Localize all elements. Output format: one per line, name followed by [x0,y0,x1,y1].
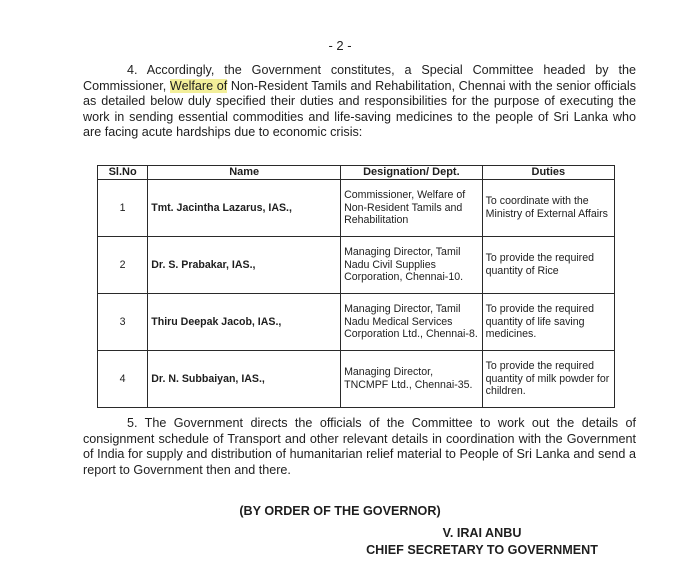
committee-table [97,165,615,408]
header-duties: Duties [482,166,614,180]
paragraph-5 [83,416,636,478]
table-row [98,294,615,351]
cell-duties: To provide the required quantity of life saving medicines. [482,294,614,351]
cell-designation: Commissioner, Welfare of Non-Resident Tamils and Rehabilitation [341,180,483,237]
cell-sl-no: 4 [98,351,148,408]
signer-name: V. IRAI ANBU [442,526,522,540]
paragraph-4-text-end: Non-Resident Tamils and Rehabilitation, Chennai with the senior officials as detailed below duly specified their duties and responsibilities for the purpose of executing the work in sending essential commodities and life-saving medicines to the people of Sri Lanka who are facing acute hardships due to economic crisis: [83,78,636,140]
highlighted-text: Welfare of [169,78,228,93]
table-header-row [98,166,615,180]
header-sl-no: Sl.No [98,166,148,180]
cell-name: Thiru Deepak Jacob, IAS., [148,294,341,351]
cell-duties: To provide the required quantity of milk powder for children. [482,351,614,408]
table-row [98,351,615,408]
header-name: Name [148,166,341,180]
cell-designation: Managing Director, TNCMPF Ltd., Chennai-35. [341,351,483,408]
cell-designation: Managing Director, Tamil Nadu Civil Supplies Corporation, Chennai-10. [341,237,483,294]
cell-name: Dr. N. Subbaiyan, IAS., [148,351,341,408]
cell-sl-no: 1 [98,180,148,237]
cell-duties: To provide the required quantity of Rice [482,237,614,294]
paragraph-4 [83,63,636,141]
cell-sl-no: 3 [98,294,148,351]
order-line: (BY ORDER OF THE GOVERNOR) [239,504,441,518]
table-row [98,237,615,294]
paragraph-5-text: 5. The Government directs the officials of the Committee to work out the details of consignment schedule of Transport and other relevant details in coordination with the Government of India for supply and distribution of humanitarian relief material to People of Sri Lanka and send a report to Government then and there. [83,416,636,477]
cell-sl-no: 2 [98,237,148,294]
cell-name: Dr. S. Prabakar, IAS., [148,237,341,294]
cell-designation: Managing Director, Tamil Nadu Medical Services Corporation Ltd., Chennai-8. [341,294,483,351]
cell-duties: To coordinate with the Ministry of External Affairs [482,180,614,237]
page-number: - 2 - [328,38,352,53]
signer-title: CHIEF SECRETARY TO GOVERNMENT [366,543,598,557]
paragraph-4-text-start: 4. Accordingly, the Government constitutes, a Special Committee headed by the Commissioner, [83,63,636,93]
header-designation: Designation/ Dept. [341,166,483,180]
cell-name: Tmt. Jacintha Lazarus, IAS., [148,180,341,237]
table-row [98,180,615,237]
